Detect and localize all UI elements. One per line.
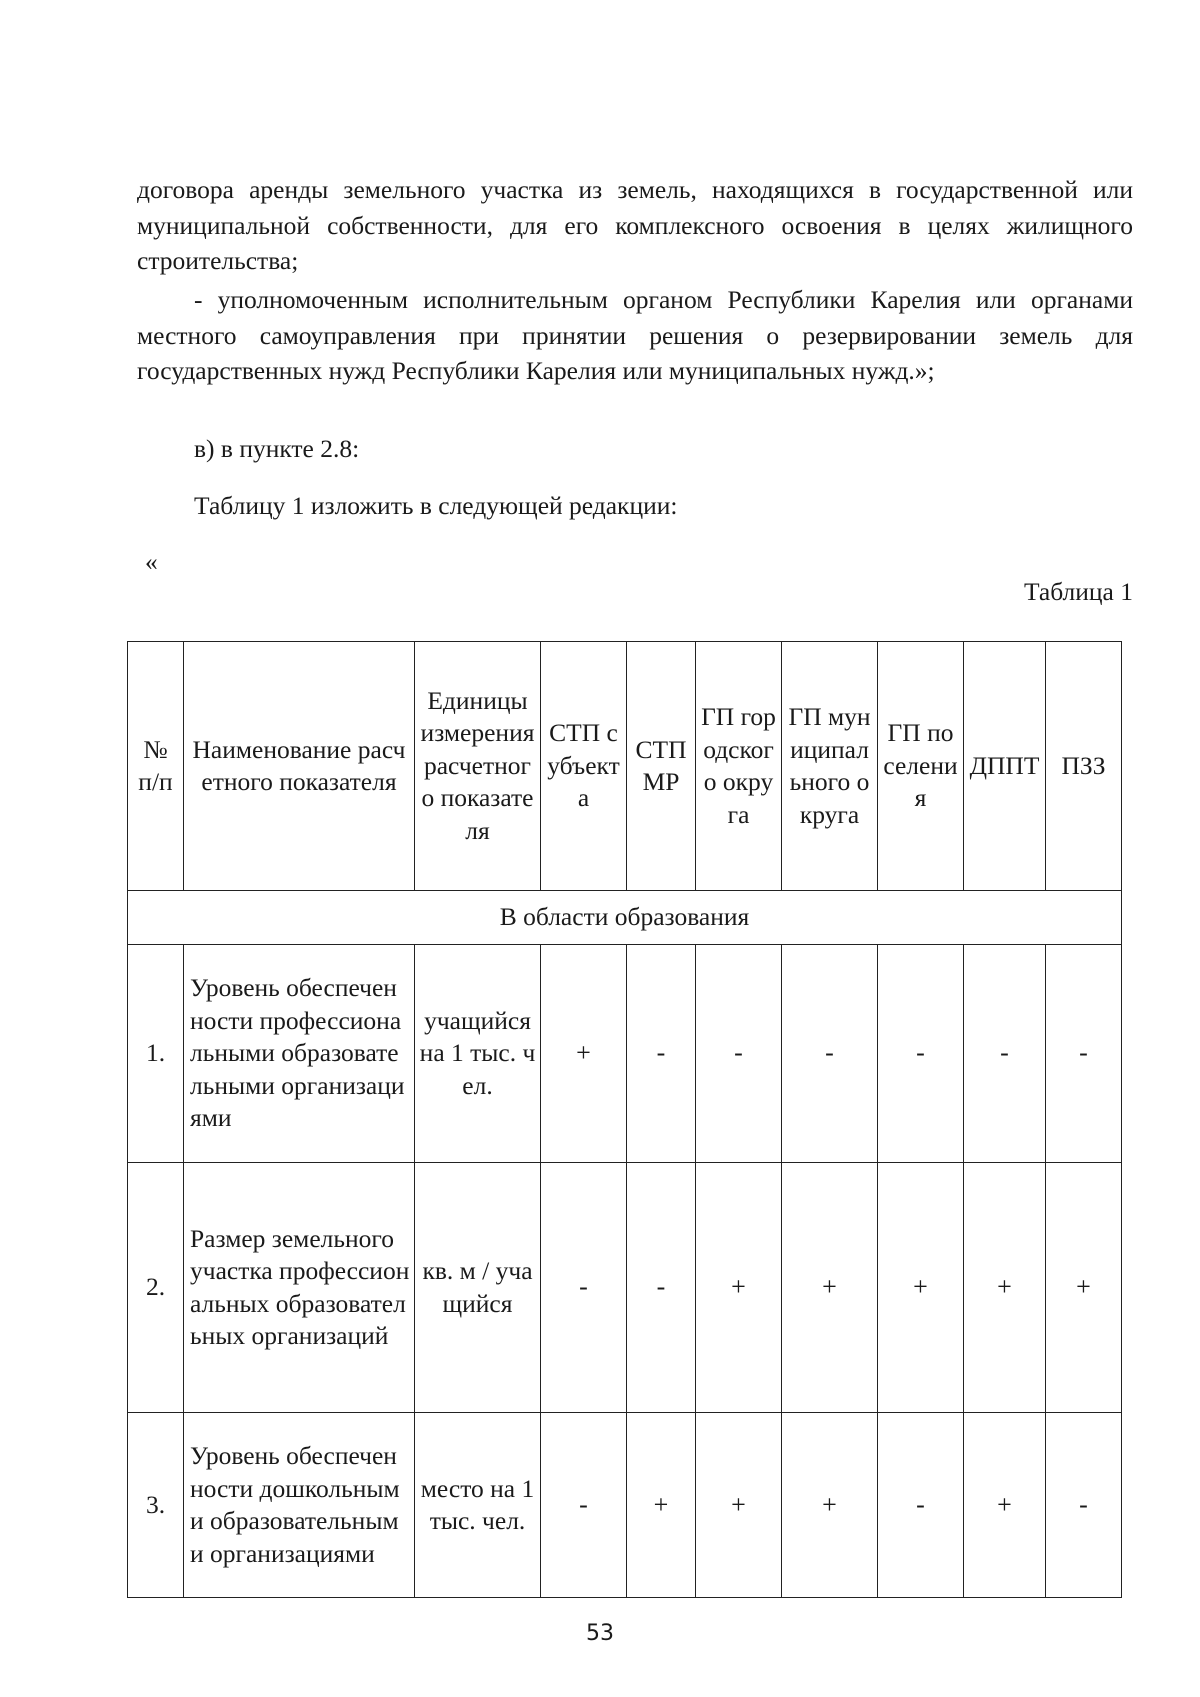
row-mark: + <box>782 1413 878 1598</box>
row-mark: + <box>878 1163 964 1413</box>
row-mark: + <box>964 1413 1046 1598</box>
header-pzz: ПЗЗ <box>1046 642 1122 891</box>
row-mark: - <box>541 1413 627 1598</box>
row-mark: - <box>878 945 964 1163</box>
row-mark: - <box>627 945 696 1163</box>
paragraph-3: в) в пункте 2.8: <box>194 434 360 463</box>
section-row <box>128 891 1122 945</box>
row-mark: - <box>696 945 782 1163</box>
row-number: 2. <box>128 1163 184 1413</box>
row-mark: - <box>627 1163 696 1413</box>
row-indicator-name: Уровень обеспеченности дошкольными образовательными организациями <box>184 1413 415 1598</box>
indicators-table <box>127 641 1122 1598</box>
row-indicator-name: Размер земельного участка профессиональных образовательных организаций <box>184 1163 415 1413</box>
row-mark: + <box>627 1413 696 1598</box>
row-unit: учащийся на 1 тыс. чел. <box>415 945 541 1163</box>
page-number: 53 <box>586 1621 614 1646</box>
header-unit: Единицы измерения расчетного показателя <box>415 642 541 891</box>
open-quote: « <box>145 547 158 576</box>
row-mark: - <box>1046 945 1122 1163</box>
row-mark: + <box>782 1163 878 1413</box>
table-caption: Таблица 1 <box>1023 577 1133 606</box>
header-stp-mr: СТП МР <box>627 642 696 891</box>
header-dppt: ДППТ <box>964 642 1046 891</box>
table-header-row <box>128 642 1122 891</box>
row-mark: - <box>1046 1413 1122 1598</box>
table-row <box>128 1413 1122 1598</box>
header-gp-settlement: ГП поселения <box>878 642 964 891</box>
row-number: 3. <box>128 1413 184 1598</box>
table-row <box>128 1163 1122 1413</box>
paragraph-1: договора аренды земельного участка из земель, находящихся в государственной или муниципальной собственности, для его комплексного освоения в целях жилищного строительства; <box>137 175 1133 275</box>
row-mark: - <box>964 945 1046 1163</box>
paragraph-2: - уполномоченным исполнительным органом Республики Карелия или органами местного самоуправления при принятии решения о резервировании земель для государственных нужд Республики Карелия или муниципальных нужд.»; <box>137 285 1133 385</box>
paragraph-4: Таблицу 1 изложить в следующей редакции: <box>194 491 678 520</box>
row-mark: + <box>541 945 627 1163</box>
row-mark: + <box>696 1413 782 1598</box>
row-mark: + <box>1046 1163 1122 1413</box>
row-number: 1. <box>128 945 184 1163</box>
header-stp-subject: СТП субъекта <box>541 642 627 891</box>
row-mark: + <box>964 1163 1046 1413</box>
table-row <box>128 945 1122 1163</box>
header-gp-city-district: ГП городского округа <box>696 642 782 891</box>
header-gp-municipal-district: ГП муниципального округа <box>782 642 878 891</box>
header-indicator-name: Наименование расчетного показателя <box>184 642 415 891</box>
row-mark: - <box>541 1163 627 1413</box>
row-indicator-name: Уровень обеспеченности профессиональными образовательными организациями <box>184 945 415 1163</box>
row-mark: - <box>782 945 878 1163</box>
row-unit: кв. м / учащийся <box>415 1163 541 1413</box>
row-unit: место на 1 тыс. чел. <box>415 1413 541 1598</box>
row-mark: + <box>696 1163 782 1413</box>
section-title: В области образования <box>128 891 1122 945</box>
row-mark: - <box>878 1413 964 1598</box>
header-number: № п/п <box>128 642 184 891</box>
